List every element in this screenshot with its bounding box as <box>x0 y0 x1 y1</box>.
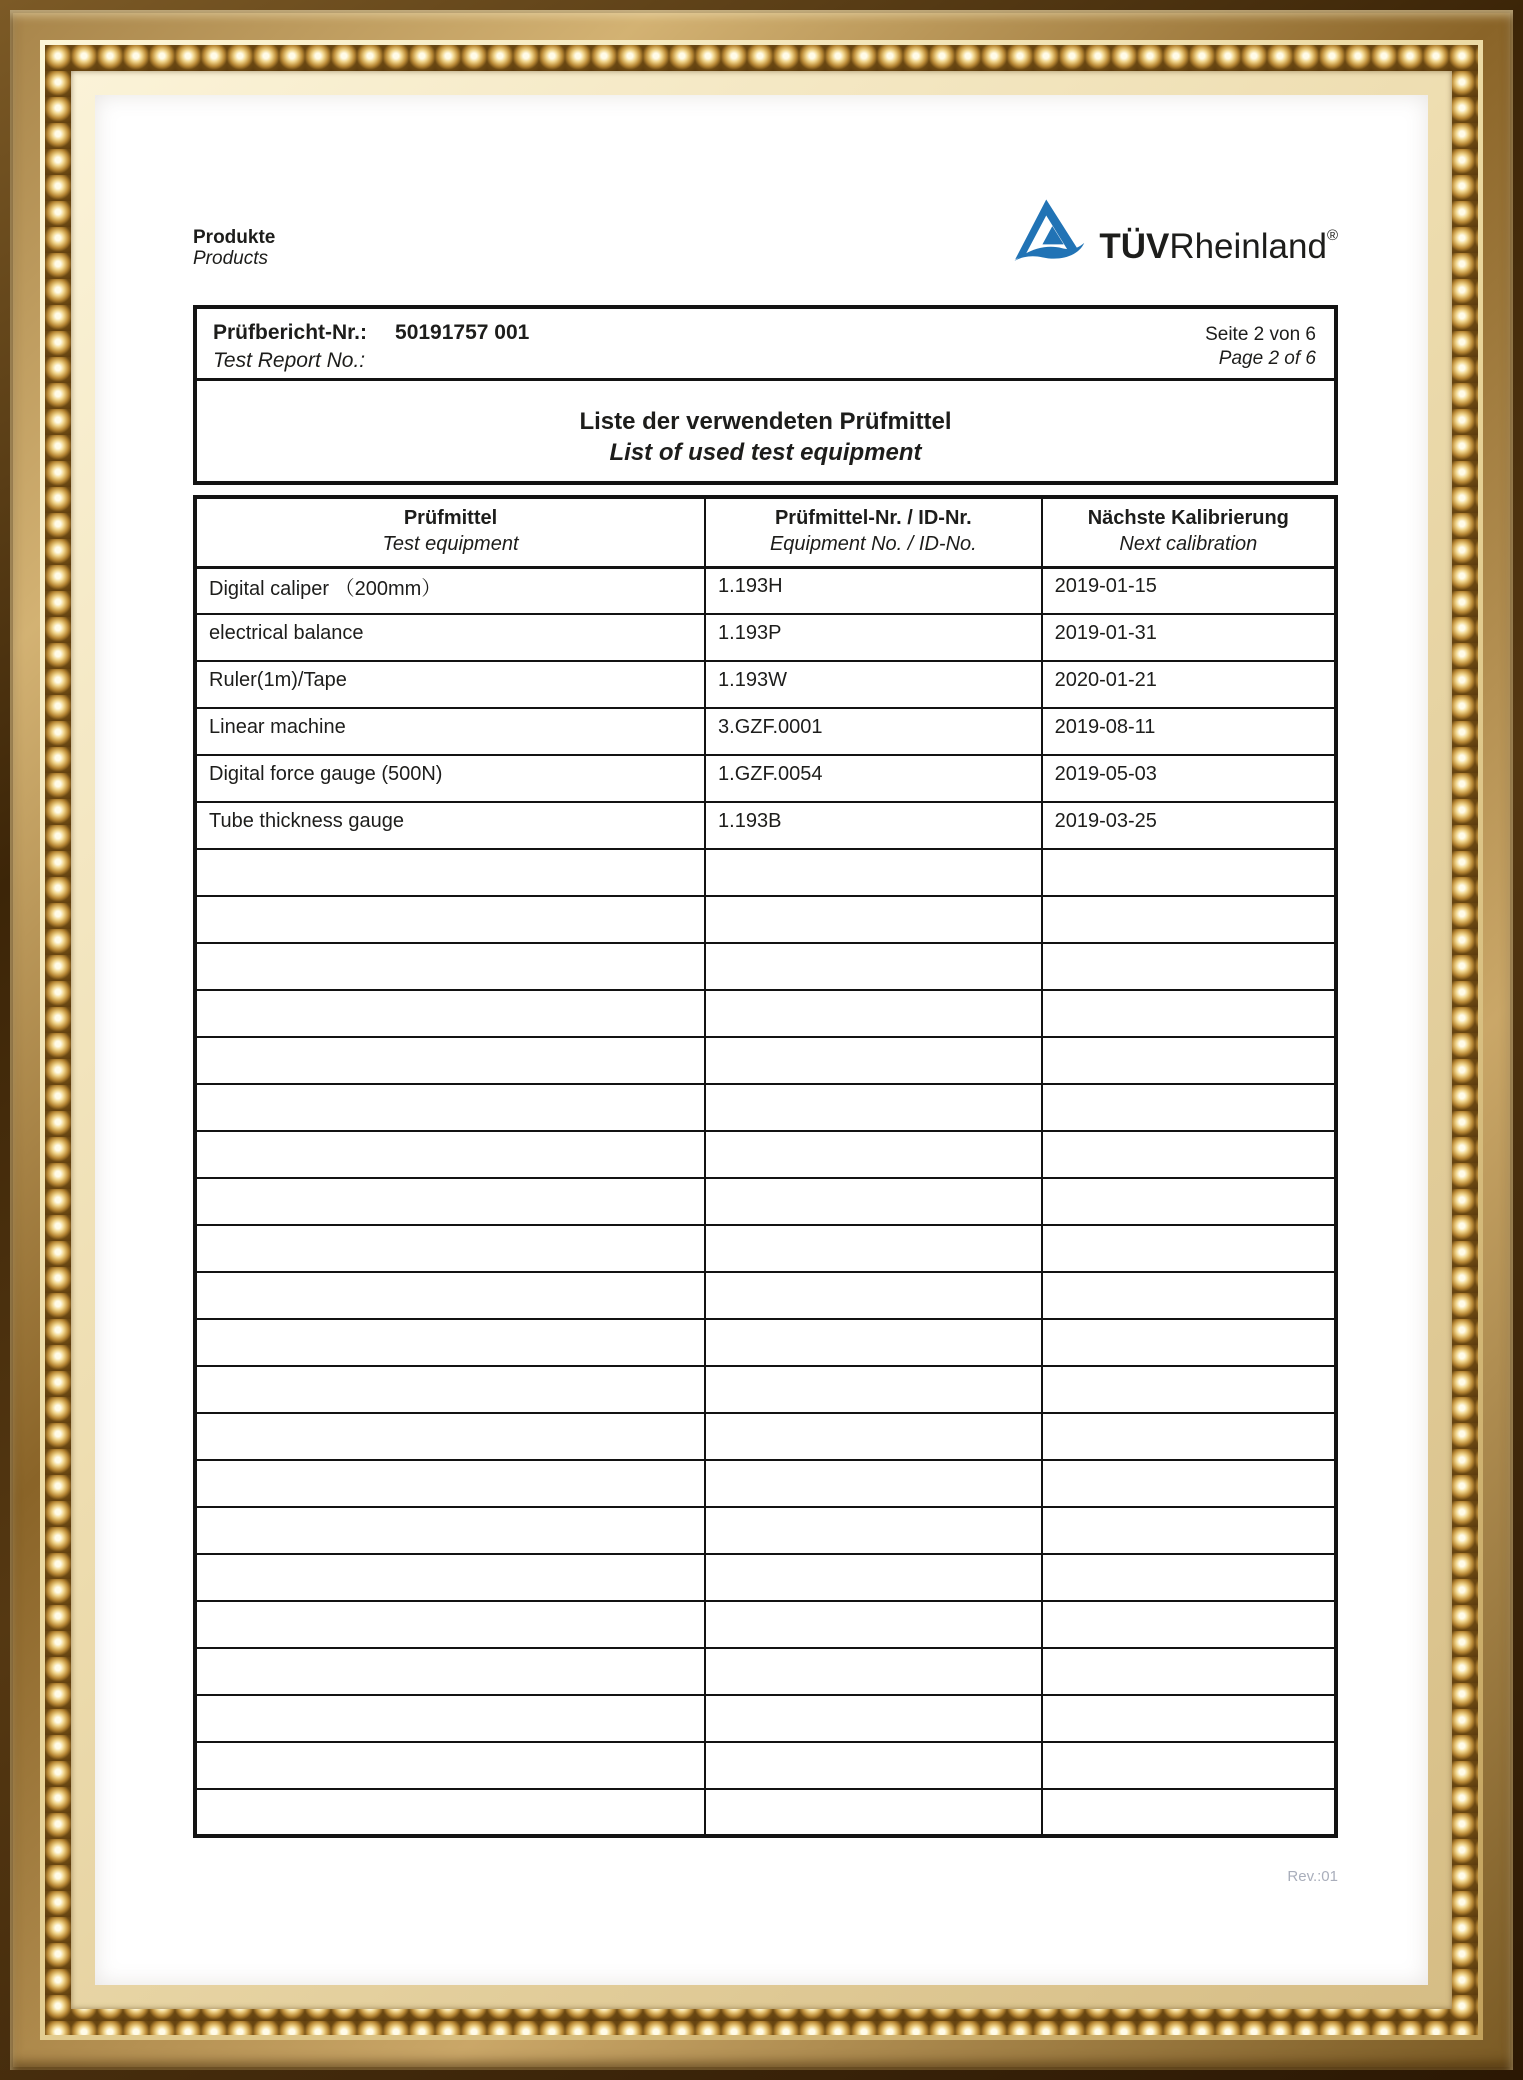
equipment-row <box>195 708 1336 755</box>
empty-cell <box>195 1366 705 1413</box>
empty-row <box>195 1037 1336 1084</box>
report-number-block <box>213 321 529 378</box>
product-label-de: Produkte <box>193 227 276 248</box>
empty-cell <box>195 1789 705 1836</box>
logo-text <box>1099 228 1338 269</box>
equipment-row <box>195 614 1336 661</box>
document-header <box>193 203 1338 269</box>
equipment-cell: 2019-05-03 <box>1042 755 1336 802</box>
tuv-rheinland-logo <box>1009 197 1338 269</box>
empty-cell <box>195 1554 705 1601</box>
empty-cell <box>705 990 1042 1037</box>
empty-cell <box>195 943 705 990</box>
empty-cell <box>705 1319 1042 1366</box>
empty-cell <box>195 1225 705 1272</box>
empty-row <box>195 1178 1336 1225</box>
empty-cell <box>195 849 705 896</box>
empty-row <box>195 1366 1336 1413</box>
equipment-table-head <box>195 497 1336 567</box>
report-number-line <box>213 321 529 345</box>
equipment-cell: 3.GZF.0001 <box>705 708 1042 755</box>
column-header-en: Test equipment <box>382 533 519 556</box>
product-label-en: Products <box>193 248 268 269</box>
frame-highlight-edge <box>40 40 1483 2040</box>
equipment-table-header-row <box>195 497 1336 567</box>
empty-cell <box>195 1037 705 1084</box>
report-header-box <box>193 305 1338 485</box>
empty-cell <box>195 1601 705 1648</box>
column-header-de: Prüfmittel <box>403 507 498 530</box>
empty-cell <box>1042 1319 1336 1366</box>
empty-row <box>195 1084 1336 1131</box>
equipment-cell: Ruler(1m)/Tape <box>195 661 705 708</box>
empty-row <box>195 1648 1336 1695</box>
empty-cell <box>1042 1225 1336 1272</box>
empty-row <box>195 849 1336 896</box>
empty-cell <box>1042 990 1336 1037</box>
tuv-triangle-icon <box>1009 197 1085 269</box>
empty-cell <box>195 1272 705 1319</box>
empty-cell <box>705 849 1042 896</box>
empty-cell <box>705 1554 1042 1601</box>
page-indicator <box>1205 321 1316 378</box>
product-label <box>193 227 275 269</box>
frame-bead-ornament <box>45 45 1478 2035</box>
empty-cell <box>705 896 1042 943</box>
empty-cell <box>705 1601 1042 1648</box>
equipment-cell: Digital caliper （200mm） <box>195 567 705 614</box>
empty-cell <box>705 1648 1042 1695</box>
equipment-row <box>195 661 1336 708</box>
page-indicator-de: Seite 2 von 6 <box>1205 324 1316 345</box>
column-header-de: Nächste Kalibrierung <box>1087 507 1289 530</box>
report-no-label-en: Test Report No.: <box>213 349 366 372</box>
empty-cell <box>1042 1554 1336 1601</box>
empty-cell <box>1042 1789 1336 1836</box>
empty-cell <box>1042 1742 1336 1789</box>
empty-cell <box>195 1084 705 1131</box>
empty-cell <box>705 1695 1042 1742</box>
equipment-cell: Digital force gauge (500N) <box>195 755 705 802</box>
equipment-cell: 2020-01-21 <box>1042 661 1336 708</box>
empty-cell <box>705 1037 1042 1084</box>
logo-text-tuv: TÜV <box>1099 227 1170 266</box>
equipment-row <box>195 755 1336 802</box>
empty-cell <box>195 896 705 943</box>
empty-cell <box>705 1272 1042 1319</box>
equipment-table <box>193 495 1338 1838</box>
empty-row <box>195 1507 1336 1554</box>
equipment-row <box>195 802 1336 849</box>
equipment-cell: 1.193W <box>705 661 1042 708</box>
empty-row <box>195 1601 1336 1648</box>
empty-cell <box>1042 1272 1336 1319</box>
empty-cell <box>195 1695 705 1742</box>
equipment-cell: 2019-01-31 <box>1042 614 1336 661</box>
revision-label: Rev.:01 <box>1287 1868 1338 1885</box>
document-title <box>197 381 1334 468</box>
empty-row <box>195 1319 1336 1366</box>
empty-cell <box>1042 849 1336 896</box>
column-header-equipment <box>195 497 705 567</box>
empty-cell <box>195 1131 705 1178</box>
empty-row <box>195 1460 1336 1507</box>
equipment-cell: 1.193H <box>705 567 1042 614</box>
empty-cell <box>1042 1131 1336 1178</box>
empty-cell <box>1042 1178 1336 1225</box>
column-header-en: Equipment No. / ID-No. <box>769 533 977 556</box>
equipment-cell: 2019-01-15 <box>1042 567 1336 614</box>
equipment-cell: 1.193B <box>705 802 1042 849</box>
empty-row <box>195 943 1336 990</box>
column-header-equipment-no <box>705 497 1042 567</box>
empty-cell <box>1042 1601 1336 1648</box>
equipment-cell: 1.GZF.0054 <box>705 755 1042 802</box>
empty-row <box>195 990 1336 1037</box>
empty-row <box>195 1225 1336 1272</box>
frame-inner-lip <box>71 71 1452 2009</box>
empty-row <box>195 1554 1336 1601</box>
empty-row <box>195 1272 1336 1319</box>
equipment-cell: Tube thickness gauge <box>195 802 705 849</box>
empty-cell <box>1042 1460 1336 1507</box>
column-header-de: Prüfmittel-Nr. / ID-Nr. <box>774 507 972 530</box>
empty-row <box>195 896 1336 943</box>
frame-gold-band <box>10 10 1513 2070</box>
empty-row <box>195 1413 1336 1460</box>
empty-cell <box>705 1131 1042 1178</box>
column-header-en: Next calibration <box>1119 533 1258 556</box>
empty-cell <box>195 1413 705 1460</box>
page-indicator-en: Page 2 of 6 <box>1218 348 1316 369</box>
empty-cell <box>1042 1037 1336 1084</box>
equipment-cell: 1.193P <box>705 614 1042 661</box>
equipment-cell: electrical balance <box>195 614 705 661</box>
empty-cell <box>1042 1648 1336 1695</box>
empty-cell <box>195 1319 705 1366</box>
report-no-value: 50191757 001 <box>395 321 530 344</box>
empty-cell <box>195 1507 705 1554</box>
empty-cell <box>705 1084 1042 1131</box>
empty-row <box>195 1695 1336 1742</box>
empty-cell <box>195 990 705 1037</box>
document-title-en: List of used test equipment <box>609 439 922 466</box>
empty-cell <box>705 943 1042 990</box>
empty-cell <box>705 1460 1042 1507</box>
registered-trademark-icon: ® <box>1326 227 1338 244</box>
report-no-label-de: Prüfbericht-Nr.: <box>213 321 368 344</box>
empty-cell <box>195 1742 705 1789</box>
empty-cell <box>195 1178 705 1225</box>
equipment-cell: Linear machine <box>195 708 705 755</box>
empty-cell <box>1042 1507 1336 1554</box>
empty-cell <box>1042 1413 1336 1460</box>
empty-row <box>195 1742 1336 1789</box>
empty-cell <box>1042 1366 1336 1413</box>
equipment-cell: 2019-03-25 <box>1042 802 1336 849</box>
document-page <box>95 95 1428 1985</box>
empty-cell <box>1042 943 1336 990</box>
empty-cell <box>705 1789 1042 1836</box>
empty-cell <box>1042 1084 1336 1131</box>
empty-cell <box>705 1507 1042 1554</box>
logo-text-rheinland: Rheinland <box>1169 227 1327 266</box>
empty-row <box>195 1789 1336 1836</box>
document-title-de: Liste der verwendeten Prüfmittel <box>579 408 952 435</box>
report-number-section <box>197 309 1334 381</box>
equipment-cell: 2019-08-11 <box>1042 708 1336 755</box>
equipment-table-body <box>195 567 1336 1836</box>
empty-cell <box>195 1648 705 1695</box>
empty-cell <box>705 1178 1042 1225</box>
empty-cell <box>195 1460 705 1507</box>
empty-cell <box>1042 1695 1336 1742</box>
empty-cell <box>705 1225 1042 1272</box>
empty-row <box>195 1131 1336 1178</box>
empty-cell <box>705 1366 1042 1413</box>
empty-cell <box>705 1742 1042 1789</box>
equipment-row <box>195 567 1336 614</box>
empty-cell <box>1042 896 1336 943</box>
empty-cell <box>705 1413 1042 1460</box>
column-header-next-calibration <box>1042 497 1336 567</box>
